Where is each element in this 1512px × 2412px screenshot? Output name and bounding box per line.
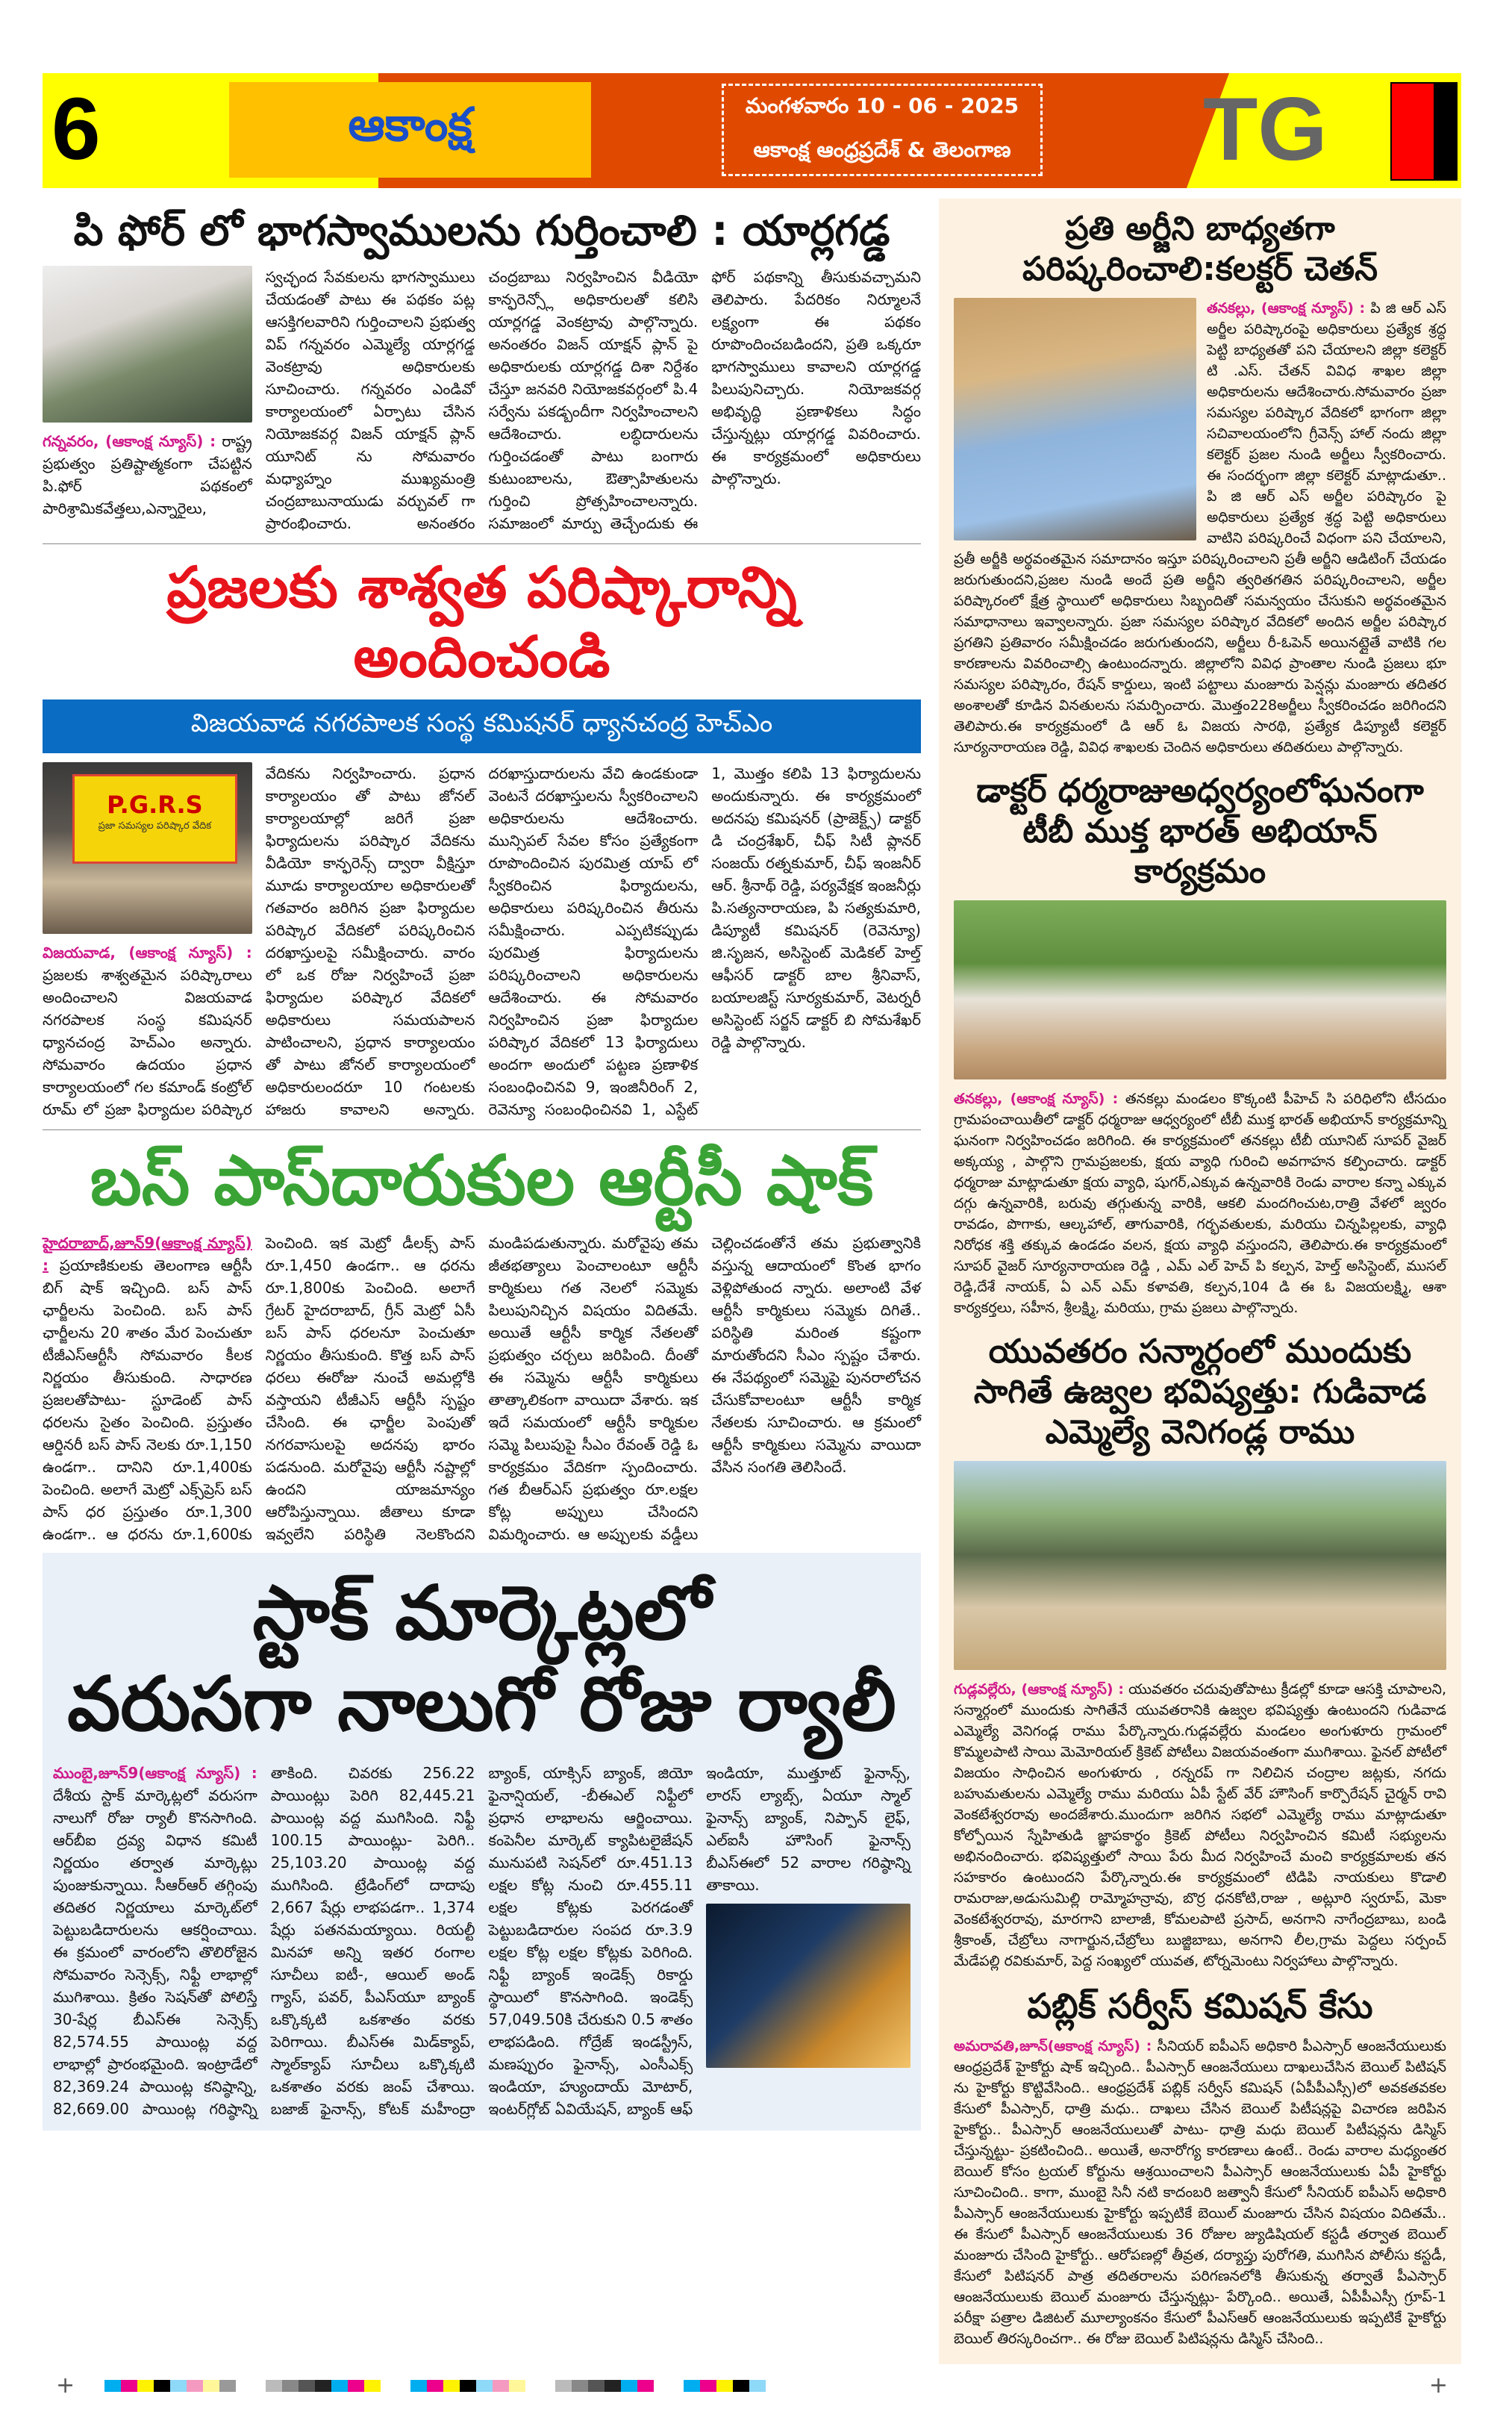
newspaper-logo: [229, 82, 591, 178]
article-text: తనకల్లు మండలం కొక్కంటి పీహెచ్ సి పరిధిలోని టీసదుం గ్రామపంచాయితీలో డాక్టర్ ధర్మరాజు ఆధ్వర్యంలో టీబీ ముక్త భారత్ అభియాన్ కార్యక్రమాన్ని ఘనంగా నిర్వహించడం జరిగింది. ఈ కార్యక్రమంలో తనకల్లు టీబీ యూనిట్ సూపర్ వైజర్ అక్కయ్య , పాల్గొని గ్రామప్రజలకు, క్షయ వ్యాధి గురించి అవగాహన కల్పించారు. డాక్టర్ ధర్మరాజు మాట్లాడుతూ క్షయ వ్యాధి, షుగర్,ఎక్కువ ఉన్నవారికి రెండు వారాల కన్నా ఎక్కువ దగ్గు ఉన్నవారికి, బరువు తగ్గుతున్న వారికి, ఆకలి మందగించుట,రాత్రి వేళలో జ్వరం రావడం, పొగాకు, ఆల్కహాల్, తాగువారికి, గర్భవతులకు, మరియు చిన్నపిల్లలకు, వ్యాధి నిరోధక శక్తి తక్కువ ఉండడం వలన, క్షయ వ్యాధి వస్తుందని, తెలిపారు.ఈ కార్యక్రమంలో సూపర్ వైజర్ సూర్యనారాయణ రెడ్డి , ఎమ్ ఎల్ హెచ్ పి కల్పన, హెల్త్ అసిస్టెంట్, ముసల్ రెడ్డి,దేశే నాయక్, ఏ ఎన్ ఎమ్ కళావతి, కల్పన,104 డి ఈ ఓ విజయలక్ష్మి, ఆశా కార్యకర్తలు, సహీన, శ్రీలక్ష్మి, మరియు, గ్రామ ప్రజలు పాల్గొన్నారు.: [954, 1091, 1446, 1317]
article-psc: [954, 1985, 1446, 2349]
color-calibration-bar: [266, 2380, 381, 2392]
article-pgrs-headline: ప్రజలకు శాశ్వత పరిష్కారాన్ని అందించండి: [166, 554, 797, 691]
dateline: తనకల్లు, (ఆకాంక్ష న్యూస్) :: [1207, 300, 1366, 317]
article-pgrs-subhead: విజయవాడ నగరపాలక సంస్థ కమిషనర్ ధ్యానచంద్ర హెచ్ఎం: [43, 699, 921, 753]
article-youth: [954, 1332, 1446, 1972]
registration-mark-icon: +: [56, 2372, 75, 2399]
divider: [43, 543, 921, 544]
article-text: సీనియర్ ఐపీఎస్ అధికారి పీఎస్సార్ ఆంజనేయులుకు ఆంధ్రప్రదేశ్ హైకోర్టు షాక్ ఇచ్చింది.. పీఎస్సార్ ఆంజనేయులు దాఖలుచేసిన బెయిల్ పిటిషన్ ను హైకోర్టు కొట్టివేసింది.. ఆంధ్రప్రదేశ్ పబ్లిక్ సర్వీస్ కమిషన్ (ఏపీపీఎస్సీ)లో అవకతవకల కేసులో పీఎస్సార్, ధాత్రి మధు.. దాఖలు చేసిన బెయిల్ పిటీషన్లపై విచారణ జరిపిన హైకోర్టు.. పీఎస్సార్ ఆంజనేయులుతో పాటు- ధాత్రి మధు బెయిల్ పిటీషన్లను డిస్మిస్ చేస్తున్నట్టు- ప్రకటించింది.. అయితే, అనారోగ్య కారణాలు ఉంటే.. రెండు వారాల మధ్యంతర బెయిల్ కోసం ట్రయల్ కోర్టును ఆశ్రయించాలని పీఎస్సార్ ఆంజనేయులుకు ఏపీ హైకోర్టు సూచించింది.. కాగా, ముంబై సినీ నటి కాదంబరి జత్వానీ కేసులో సీనియర్ ఐపీఎస్ అధికారి పీఎస్సార్ ఆంజనేయులుకు హైకోర్టు ఇప్పటికే బెయిల్ మంజూరు చేసిన విషయం విదితమే.. ఈ కేసులో పీఎస్సార్ ఆంజనేయులుకు 36 రోజుల జ్యుడిషియల్ కస్టడీ తర్వాత బెయిల్ మంజూరు చేసింది హైకోర్టు.. ఆరోపణల్లో తీవ్రత, దర్యాప్తు పురోగతి, ముగిసిన పోలీసు కస్టడీ, కేసులో పిటిషనర్ పాత్ర తదితరాలను పరిగణనలోకి తీసుకున్న తర్వాతే పీఎస్సార్ ఆంజనేయులుకు బెయిల్ మంజూరు చేస్తున్నట్లు- పేర్కొంది.. అయితే, ఏపీపీఎస్సీ గ్రూప్-1 పరీక్షా పత్రాల డిజిటల్ మూల్యాంకనం కేసులో పీఎస్ఆర్ ఆంజనేయులుకు ఇప్పటికే హైకోర్టు బెయిల్ తిరస్కరించగా.. ఈ రోజు బెయిల్ పిటిషన్లను డిస్మిస్ చేసింది..: [954, 2038, 1446, 2348]
page-number: 6: [51, 80, 101, 178]
edition-name: ఆకాంక్ష ఆంధ్రప్రదేశ్ & తెలంగాణ: [753, 137, 1011, 162]
dateline: అమరావతి,జూన్(ఆకాంక్ష న్యూస్) :: [954, 2038, 1152, 2055]
pgrs-banner: [72, 774, 237, 864]
article-text: ప్రయాణికులకు తెలంగాణ ఆర్టీసీ బిగ్ షాక్ ఇచ్చింది. బస్ పాస్ ఛార్జీలను పెంచింది. బస్ పాస్ ఛార్జీలను 20 శాతం మేర పెంచుతూ టీజీఎస్ఆర్టీసీ సోమవారం కీలక నిర్ణయం తీసుకుంది. సాధారణ ప్రజలతోపాటు- స్టూడెంట్ పాస్ ధరలను సైతం పెంచింది. ప్రస్తుతం ఆర్డినరీ బస్ పాస్ నెలకు రూ.1,150 ఉండగా.. దానిని రూ.1,400కు పెంచింది. అలాగే మెట్రో ఎక్స్‌ప్రెస్ బస్ పాస్ ధర ప్రస్తుతం రూ.1,300 ఉండగా.. ఆ ధరను రూ.1,600కు పెంచింది. ఇక మెట్రో డీలక్స్ పాస్ రూ.1,450 ఉండగా.. ఆ ధరను రూ.1,800కు పెంచింది. అలాగే గ్రేటర్ హైదరాబాద్, గ్రీన్ మెట్రో ఏసీ బస్ పాస్ ధరలనూ పెంచుతూ నిర్ణయం తీసుకుంది. కొత్త బస్ పాస్ ధరలు ఈరోజు నుంచే అమల్లోకి వస్తాయని టీజీఎస్ ఆర్టీసీ స్పష్టం చేసింది. ఈ ఛార్జీల పెంపుతో నగరవాసులపై అదనపు భారం పడనుంది. మరోవైపు ఆర్టీసీ నష్టాల్లో ఉందని యాజమాన్యం ఆరోపిస్తున్నాయి. జీతాలు కూడా ఇవ్వలేని పరిస్థితి నెలకొందని మండిపడుతున్నారు. మరోవైపు తమ జీతభత్యాలు పెంచాలంటూ ఆర్టీసీ కార్మికులు గత నెలలో సమ్మెకు పిలుపునిచ్చిన విషయం విదితమే. అయితే ఆర్టీసీ కార్మిక నేతలతో ప్రభుత్వం చర్చలు జరిపింది. దీంతో ఈ సమ్మెను ఆర్టీసీ కార్మికులు తాత్కాలికంగా వాయిదా వేశారు. ఇక ఇదే సమయంలో ఆర్టీసీ కార్మికుల సమ్మె పిలుపుపై సీఎం రేవంత్ రెడ్డి ఓ కార్యక్రమం వేదికగా స్పందించారు. గత బీఆర్ఎస్ ప్రభుత్వం రూ.లక్షల కోట్ల అప్పులు చేసిందని విమర్శించారు. ఆ అప్పులకు వడ్డీలు చెల్లించడంతోనే తమ ప్రభుత్వానికి వస్తున్న ఆదాయంలో కొంత భాగం వెళ్లిపోతుంద న్నారు. అలాంటి వేళ ఆర్టీసీ కార్మికులు సమ్మెకు దిగితే.. పరిస్థితి మరింత కష్టంగా మారుతోందని సీఎం స్పష్టం చేశారు. ఈ నేపథ్యంలో సమ్మెపై పునరాలోచన చేసుకోవాలంటూ ఆర్టీసీ కార్మిక నేతలకు సూచించారు. ఆ క్రమంలో ఆర్టీసీ కార్మికులు సమ్మెను వాయిదా వేసిన సంగతి తెలిసిందే.: [43, 1233, 921, 1543]
color-block-black: [1434, 82, 1458, 181]
dateline: విజయవాడ, (ఆకాంక్ష న్యూస్) :: [43, 943, 252, 962]
color-calibration-bar: [555, 2380, 654, 2392]
article-text: దేశీయ స్టాక్ మార్కెట్లలో వరుసగా నాలుగో రోజు ర్యాలీ కొనసాగింది. ఆర్‌బీఐ ద్రవ్య విధాన కమిటీ నిర్ణయం తర్వాత మార్కెట్లు పుంజుకున్నాయి. సీఆర్ఆర్ తగ్గింపు తదితర నిర్ణయాలు మార్కెట్‌లో పెట్టుబడిదారులను ఆకర్షించాయి. ఈ క్రమంలో వారంలోని తొలిరోజైన సోమవారం సెన్సెక్స్, నిఫ్టీ లాభాల్లో ముగిశాయి. క్రితం సెషన్‌తో పోలిస్తే 30-షేర్ల బీఎస్ఈ సెన్సెక్స్ 82,574.55 పాయింట్ల వద్ద లాభాల్లో ప్రారంభమైంది. ఇంట్రాడేలో 82,369.24 పాయింట్ల కనిష్ఠాన్ని, 82,669.00 పాయింట్ల గరిష్ఠాన్ని తాకింది. చివరకు 256.22 పాయింట్లు పెరిగి 82,445.21 పాయింట్ల వద్ద ముగిసింది. నిఫ్టీ 100.15 పాయింట్లు- పెరిగి.. 25,103.20 పాయింట్ల వద్ద ముగిసింది. ట్రేడింగ్‌లో దాదాపు 2,667 షేర్లు లాభపడగా.. 1,374 షేర్లు పతనమయ్యాయి. రియల్టీ మినహా అన్ని ఇతర రంగాల సూచీలు ఐటీ-, ఆయిల్ అండ్ గ్యాస్, పవర్, పీఎస్‌యూ బ్యాంక్ ఒక్కొక్కటి ఒకశాతం వరకు పెరిగాయి. బీఎస్ఈ మిడ్‌క్యాప్, స్మాల్‌క్యాప్ సూచీలు ఒక్కొక్కటి ఒకశాతం వరకు జంప్ చేశాయి. బజాజ్ ఫైనాన్స్, కోటక్ మహీంద్రా బ్యాంక్, యాక్సిస్ బ్యాంక్, జియో ఫైనాన్షియల్, -బీఈఎల్ నిఫ్టీలో ప్రధాన లాభాలను ఆర్జించాయి. కంపెనీల మార్కెట్ క్యాపిటలైజేషన్ మునుపటి సెషన్‌లో రూ.451.13 లక్షల కోట్ల నుంచి రూ.455.11 లక్షల కోట్లకు పెరగడంతో పెట్టుబడిదారుల సంపద రూ.3.9 లక్షల కోట్ల లక్షల కోట్లకు పెరిగింది. నిఫ్టీ బ్యాంక్ ఇండెక్స్ రికార్డు స్థాయిలో కొనసాగింది. ఇండెక్స్ 57,049.50కి చేరుకుని 0.5 శాతం లాభపడింది. గోద్రేజ్ ఇండస్ట్రీస్, మణప్పురం ఫైనాన్స్, ఎంసీఎక్స్ ఇండియా, హ్యుందాయ్ మోటార్, ఇంటర్‌గ్లోబ్ ఏవియేషన్, బ్యాంక్ ఆఫ్ ఇండియా, ముత్తూట్ ఫైనాన్స్, లారస్ ల్యాబ్స్, ఏయూ స్మాల్ ఫైనాన్స్ బ్యాంక్, నిప్పాన్ లైఫ్, ఎల్ఐసీ హౌసింగ్ ఫైనాన్స్ బీఎస్ఈలో 52 వారాల గరిష్ఠాన్ని తాకాయి.: [53, 1763, 910, 2118]
color-calibration-bar: [684, 2380, 766, 2392]
article-text: రాష్ట్ర ప్రభుత్వం ప్రతిష్టాత్మకంగా చేపట్టిన పి.ఫోర్ పథకంలో పారిశ్రామికవేత్తలు,ఎన్నారైలు, స్వచ్ఛంద సేవకులను భాగస్వాములు చేయడంతో పాటు ఈ పథకం పట్ల ఆసక్తిగలవారిని గుర్తించాలని ప్రభుత్వ విప్ గన్నవరం ఎమ్మెల్యే యార్లగడ్డ వెంకట్రావు అధికారులకు సూచించారు. గన్నవరం ఎండివో కార్యాలయంలో ఏర్పాటు చేసిన నియోజకవర్గ విజన్ యాక్షన్ ప్లాన్ యూనిట్ ను సోమవారం మధ్యాహ్నం ముఖ్యమంత్రి చంద్రబాబునాయుడు వర్చువల్ గా ప్రారంభించారు. అనంతరం చంద్రబాబు నిర్వహించిన వీడియో కాన్ఫరెన్స్లో అధికారులతో కలిసి యార్లగడ్డ వెంకట్రావు పాల్గొన్నారు. అనంతరం విజన్ యాక్షన్ ప్లాన్ పై అధికారులకు యార్లగడ్డ దిశా నిర్దేశం చేస్తూ జనవరి నియోజకవర్గంలో పి.4 సర్వేను పకడ్బందీగా నిర్వహించాలని ఆదేశించారు. లబ్ధిదారులను గుర్తించడంతో పాటు బంగారు కుటుంబాలను, ఔత్సాహితులను గుర్తించి ప్రోత్సహించాలన్నారు. సమాజంలో మార్పు తెచ్చేందుకు ఈ ఫోర్ పథకాన్ని తీసుకువచ్చామని తెలిపారు. పేదరికం నిర్మూలనే లక్ష్యంగా ఈ పథకం రూపొందించబడిందని, ప్రతి ఒక్కరూ భాగస్వాములు కావాలని యార్లగడ్డ పిలుపునిచ్చారు. నియోజకవర్గ అభివృద్ధి ప్రణాళికలు సిద్ధం చేస్తున్నట్లు యార్లగడ్డ వివరించారు. ఈ కార్యక్రమంలో అధికారులు పాల్గొన్నారు.: [43, 268, 921, 533]
dateline: హైదరాబాద్,జూన్9(ఆకాంక్ష న్యూస్) :: [43, 1233, 252, 1274]
article-p4: [43, 206, 921, 535]
color-calibration-bar: [410, 2380, 525, 2392]
meeting-photo: [43, 266, 252, 423]
article-text: యువతరం చదువుతోపాటు క్రీడల్లో కూడా ఆసక్తి చూపాలని, సన్మార్గంలో ముందుకు సాగితేనే యువతరానికి ఉజ్వల భవిష్యత్తు ఉంటుందని గుడివాడ ఎమ్మెల్యే వెనిగండ్ల రాము పేర్కొన్నారు.గుడ్లవల్లేరు మండలం అంగుళూరు గ్రామంలో కొమ్మలపాటి సాయి మెమోరియల్ క్రికెట్ పోటీలు విజయవంతంగా ముగిశాయి. ఫైనల్ పోటీలో విజయం సాధించిన అంగుళూరు , రన్నరప్ గా నిలిచిన చంద్రాల జట్లకు, నగదు బహుమతులను ఎమ్మెల్యే రాము మరియు ఏపీ స్టేట్ వేర్ హౌసింగ్ కార్పొరేషన్ చైర్మన్ రావి వెంకటేశ్వరరావు అందజేశారు.ముందుగా జరిగిన సభలో ఎమ్మెల్యే రాము మాట్లాడుతూ కోల్పోయిన స్నేహితుడి జ్ఞాపకార్థం క్రికెట్ పోటీలు నిర్వహించిన కమిటీ సభ్యులను అభినందించారు. భవిష్యత్తులో సాయి పేరు మీద నిర్వహించే మంచి కార్యక్రమాలకు తన సహకారం ఉంటుందని పేర్కొన్నారు.ఈ కార్యక్రమంలో టిడిపి నాయకులు కొడాలి రామరాజు,అడుసుమిల్లి రామ్మోహన్రావు, బొర్ర ధనకోటి,రాజు , అట్లూరి స్వరూప్, మెకా వెంకటేశ్వరరావు, మారగాని బాలాజీ, కోమలపాటి ప్రసాద్, అనగాని నాగేంద్రబాబు, బండి శ్రీకాంత్, చేబ్రోలు నాగార్జున,చేబ్రోలు బుజ్జిబాబు, అనగాని లీల,గ్రామ పెద్దలు సర్పంచ్ మేడేపల్లి రవికుమార్, పెద్ద సంఖ్యలో యువత, టోర్నమెంటు నిర్వహాలు పాల్గొన్నారు.: [954, 1681, 1447, 1970]
article-pgrs: [43, 553, 921, 1120]
left-column: [43, 199, 921, 2138]
article-bus-body: [43, 1232, 921, 1545]
article-tb: [954, 771, 1446, 1318]
article-youth-body: [954, 1679, 1446, 1972]
article-psc-body: [954, 2036, 1446, 2349]
article-pgrs-body: [43, 762, 921, 1121]
article-p4-body: [43, 266, 921, 535]
article-psc-headline: పబ్లిక్ సర్వీస్ కమిషన్ కేసు: [1027, 1986, 1373, 2027]
pgrs-banner-title: P.G.R.S: [107, 790, 203, 819]
right-column: [939, 199, 1461, 2364]
dateline: గన్నవరం, (ఆకాంక్ష న్యూస్) :: [43, 432, 216, 451]
article-stock-headline-line1: స్టాక్ మార్కెట్లలో: [252, 1568, 711, 1657]
article-youth-headline: యువతరం సన్మార్గంలో ముందుకు సాగితే ఉజ్వల భవిష్యత్తు: గుడివాడ ఎమ్మెల్యే వెనిగండ్ల రాము: [973, 1333, 1427, 1451]
print-marks: [43, 2364, 1461, 2412]
tb-campaign-photo: [954, 900, 1446, 1079]
logo-text: ఆకాంక్ష: [348, 97, 472, 152]
divider: [43, 1129, 921, 1130]
article-collector: [954, 209, 1446, 758]
article-stock-headline-line2: వరుసగా నాలుగో రోజు ర్యాలీ: [67, 1660, 896, 1748]
registration-mark-icon: +: [1428, 2372, 1448, 2399]
masthead: [43, 73, 1461, 188]
region-code: TG: [1203, 79, 1328, 179]
dateline: ముంబై,జూన్9(ఆకాంక్ష న్యూస్) :: [53, 1763, 257, 1782]
article-tb-body: [954, 1088, 1446, 1318]
dateline: గుడ్లవల్లేరు, (ఆకాంక్ష న్యూస్) :: [954, 1681, 1124, 1698]
pgrs-meeting-photo: [43, 762, 252, 934]
article-stock-body: [53, 1762, 910, 2120]
article-tb-headline: డాక్టర్ ధర్మరాజుఅధ్వర్యంలోఘనంగా టీబీ ముక్త భారత్ అభియాన్ కార్యక్రమం: [976, 772, 1424, 891]
stock-article-box: [43, 1553, 921, 2131]
issue-date: మంగళవారం 10 - 06 - 2025: [745, 93, 1019, 118]
newspaper-page: [43, 0, 1461, 2412]
article-text: పి జి ఆర్ ఎస్ అర్జీల పరిష్కారంపై అధికారులు ప్రత్యేక శ్రద్ధ పెట్టి బాధ్యతతో పని చేయాలని జిల్లా కలెక్టర్ టి .ఎస్. చేతన్ వివిధ శాఖల జిల్లా అధికారులను ఆదేశించారు.సోమవారం ప్రజా సమస్యల పరిష్కార వేదికలో భాగంగా జిల్లా సచివాలయంలోని గ్రీవెన్స్ హాల్ నందు జిల్లా కలెక్టర్ ప్రజల నుండి అర్జీలు స్వీకరించారు. ఈ సందర్భంగా జిల్లా కలెక్టర్ మాట్లాడుతూ.. పి జి ఆర్ ఎస్ అర్జీల పరిష్కారం పై అధికారులు ప్రత్యేక శ్రద్ధ పెట్టి అధికారులు వాటిని పరిష్కరించే విధంగా పని చేయాలని, ప్రతీ అర్జీకి అర్థవంతమైన సమాదానం ఇస్తూ పరిష్కరించాలని ప్రతీ అర్జీని ఆడిటింగ్ చేయడం జరుగుతుందని,ప్రజల నుండి అందే ప్రతి అర్జీని త్వరితగతిన పరిష్కరించాలని, అర్జీల పరిష్కారంలో క్షేత్ర స్థాయిలో అధికారులు సిబ్బందితో సమన్వయం చేసుకుని అర్థవంతమైన సమాధానాలు ఇవ్వాలన్నారు. ప్రజా సమస్యల పరిష్కార వేదికలో అందిన అర్జీల పరిష్కార ప్రగతిని ప్రతివారం సమీక్షించడం జరుగుతుందని, అర్జీలు రీ-ఓపెన్ అయినట్లైతే వాటికి గల కారణాలను వివరించాల్సి ఉంటుందన్నారు. జిల్లాలోని వివిధ ప్రాంతాల నుండి ప్రజలు భూ సమస్యల పరిష్కారం, రేషన్ కార్డులు, ఇంటి పట్టాలు మంజూరు పెన్షన్లు మంజూరు తదితర అంశాలతో కూడిన వినతులను సమర్పించారు. మొత్తం228అర్జీలు స్వీకరించడం జరిగిందని తెలిపారు.ఈ కార్యక్రమంలో డి ఆర్ ఓ విజయ సారథి, ప్రత్యేక డిప్యూటీ కలెక్టర్ సూర్యనారాయణ రెడ్డి, వివిధ శాఖలకు చెందిన అధికారులు తదితరులు పాల్గొన్నారు.: [954, 300, 1446, 756]
dateline: తనకల్లు, (ఆకాంక్ష న్యూస్) :: [954, 1091, 1119, 1108]
color-block-red: [1390, 82, 1435, 181]
page-body: [43, 199, 1461, 2364]
article-collector-body: [954, 298, 1446, 758]
cricket-prize-photo: [954, 1461, 1446, 1670]
article-p4-headline: పి ఫోర్ లో భాగస్వాములను గుర్తించాలి : యార్లగడ్డ: [73, 207, 890, 255]
article-collector-headline: ప్రతి అర్జీని బాధ్యతగా పరిష్కరించాలి:కలక్టర్ చెతన్: [1022, 210, 1378, 288]
date-box: [722, 84, 1043, 176]
collector-photo: [954, 298, 1196, 540]
article-bus-headline: బస్ పాస్‌దారుకుల ఆర్టీసీ షాక్: [90, 1140, 874, 1221]
color-calibration-bar: [104, 2380, 236, 2392]
pgrs-banner-sub: ప్రజా సమస్యల పరిష్కార వేదిక: [98, 820, 212, 832]
stock-chart-photo: [706, 1904, 910, 2068]
article-bus: [43, 1139, 921, 1545]
article-text: ప్రజలకు శాశ్వతమైన పరిష్కారాలు అందించాలని విజయవాడ నగరపాలక సంస్థ కమిషనర్ ధ్యానచంద్ర హెచ్ఎం అన్నారు. సోమవారం ఉదయం ప్రధాన కార్యాలయంలో గల కమాండ్ కంట్రోల్ రూమ్ లో ప్రజా ఫిర్యాదుల పరిష్కార వేదికను నిర్వహించారు. ప్రధాన కార్యాలయం తో పాటు జోనల్ కార్యాలయాల్లో జరిగే ప్రజా ఫిర్యాదులను పరిష్కార వేదికను వీడియో కాన్ఫరెన్స్ ద్వారా వీక్షిస్తూ మూడు కార్యాలయాల అధికారులతో గతవారం జరిగిన ప్రజా ఫిర్యాదుల పరిష్కార వేదికలో పరిష్కరించిన దరఖాస్తులపై సమీక్షించారు. వారం లో ఒక రోజు నిర్వహించే ప్రజా ఫిర్యాదుల పరిష్కార వేదికలో అధికారులు సమయపాలన పాటించాలని, ప్రధాన కార్యాలయం తో పాటు జోనల్ కార్యాలయంలో అధికారులందరూ 10 గంటలకు హాజరు కావాలని అన్నారు. దరఖాస్తుదారులను వేచి ఉండకుండా వెంటనే దరఖాస్తులను స్వీకరించాలని అధికారులను ఆదేశించారు. మున్సిపల్ సేవల కోసం ప్రత్యేకంగా రూపొందించిన పురమిత్ర యాప్ లో స్వీకరించిన ఫిర్యాదులను, అధికారులు పరిష్కరించిన తీరును సమీక్షించారు. ఎప్పటికప్పుడు పురమిత్ర ఫిర్యాదులను పరిష్కరించాలని అధికారులను ఆదేశించారు. ఈ సోమవారం నిర్వహించిన ప్రజా ఫిర్యాదుల పరిష్కార వేదికలో 13 ఫిర్యాదులు అందగా అందులో పట్టణ ప్రణాళిక సంబంధించినవి 9, ఇంజినీరింగ్ 2, రెవెన్యూ సంబంధించినవి 1, ఎస్టేట్ 1, మొత్తం కలిపి 13 ఫిర్యాదులను అందుకున్నారు. ఈ కార్యక్రమంలో అదనపు కమిషనర్ (ప్రాజెక్ట్స్) డాక్టర్ డి చంద్రశేఖర్, చీఫ్ సిటీ ప్లానర్ సంజయ్ రత్నకుమార్, చీఫ్ ఇంజనీర్ ఆర్. శ్రీనాథ్ రెడ్డి, పర్యవేక్షక ఇంజనీర్లు పి.సత్యనారాయణ, పి సత్యకుమారి, డిప్యూటీ కమిషనర్ (రెవెన్యూ) జి.సృజన, అసిస్టెంట్ మెడికల్ హెల్త్ ఆఫీసర్ డాక్టర్ బాల శ్రీనివాస్, బయాలజిస్ట్ సూర్యకుమార్, వెటర్నరీ అసిస్టెంట్ సర్జన్ డాక్టర్ బి సోమశేఖర్ రెడ్డి పాల్గొన్నారు.: [43, 764, 921, 1118]
